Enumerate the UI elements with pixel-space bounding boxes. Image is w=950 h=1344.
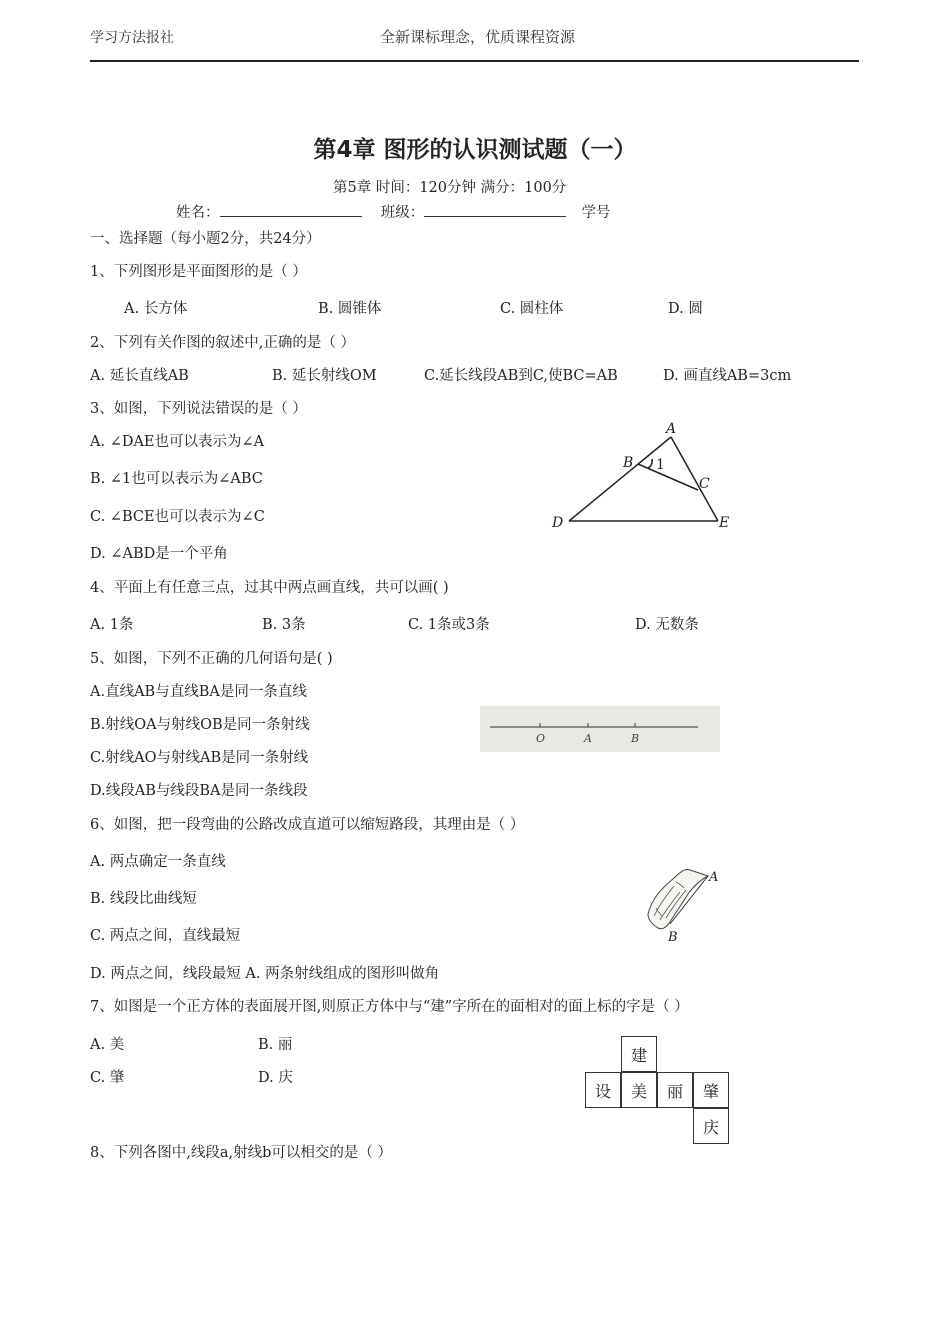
label-c: C (699, 476, 710, 492)
q6-stem: 6、如图，把一段弯曲的公路改成直道可以缩短路段，其理由是（ ） (90, 817, 525, 833)
q1-option-c[interactable]: C. 圆柱体 (500, 301, 564, 317)
q2-option-d[interactable]: D. 画直线AB=3cm (663, 368, 792, 384)
q1-option-a[interactable]: A. 长方体 (124, 301, 188, 317)
q5-option-a[interactable]: A.直线AB与直线BA是同一条直线 (90, 684, 307, 700)
class-label: 班级： (380, 205, 425, 221)
label-angle-1: 1 (656, 457, 665, 473)
name-label: 姓名： (176, 205, 220, 221)
header-slogan: 全新课标理念，优质课程资源 (380, 28, 576, 46)
q5-option-d[interactable]: D.线段AB与线段BA是同一条线段 (90, 783, 308, 799)
q7-option-c[interactable]: C. 肇 (90, 1070, 125, 1086)
q4-stem: 4、平面上有任意三点，过其中两点画直线，共可以画( ) (90, 580, 449, 596)
q3-stem: 3、如图，下列说法错误的是（ ） (90, 401, 307, 417)
q6-option-d[interactable]: D. 两点之间，线段最短 A. 两条射线组成的图形叫做角 (90, 966, 440, 982)
line-da (569, 437, 671, 521)
q7-option-d[interactable]: D. 庆 (258, 1070, 293, 1086)
label-e: E (719, 515, 730, 531)
exam-subtitle: 第5章 时间：120分钟 满分：100分 (333, 180, 567, 196)
label-a: A (666, 421, 677, 437)
q6-road-figure (640, 862, 728, 946)
q6-option-b[interactable]: B. 线段比曲线短 (90, 891, 197, 907)
name-field[interactable] (220, 202, 362, 217)
label-o: O (536, 732, 546, 745)
net-cell-3: 丽 (657, 1072, 693, 1108)
header-divider (90, 60, 859, 62)
q5-option-c[interactable]: C.射线AO与射线AB是同一条射线 (90, 750, 309, 766)
section-heading: 一、选择题（每小题2分，共24分） (90, 231, 321, 247)
q4-option-b[interactable]: B. 3条 (262, 617, 306, 633)
q6-option-a[interactable]: A. 两点确定一条直线 (90, 854, 226, 870)
number-label: 学号 (581, 205, 611, 221)
class-field[interactable] (424, 202, 566, 217)
q7-option-a[interactable]: A. 美 (90, 1037, 125, 1053)
page-title: 第4章 图形的认识测试题（一） (313, 137, 637, 163)
q4-option-a[interactable]: A. 1条 (90, 617, 134, 633)
net-cell-top: 建 (621, 1036, 657, 1072)
q5-stem: 5、如图，下列不正确的几何语句是( ) (90, 651, 333, 667)
q2-option-c[interactable]: C.延长线段AB到C,使BC=AB (424, 368, 618, 384)
q5-option-b[interactable]: B.射线OA与射线OB是同一条射线 (90, 717, 310, 733)
q3-option-c[interactable]: C. ∠BCE也可以表示为∠C (90, 509, 265, 525)
q2-option-a[interactable]: A. 延长直线AB (90, 368, 189, 384)
q7-cube-net (583, 1036, 731, 1148)
road-shape (648, 869, 708, 928)
label-a: A (709, 870, 719, 885)
q5-ray-figure (480, 706, 720, 752)
label-b: B (631, 732, 640, 745)
q4-option-d[interactable]: D. 无数条 (635, 617, 699, 633)
line-ae (671, 437, 718, 521)
q3-option-a[interactable]: A. ∠DAE也可以表示为∠A (90, 434, 265, 450)
q8-stem: 8、下列各图中,线段a,射线b可以相交的是（ ） (90, 1145, 392, 1161)
header-publisher: 学习方法报社 (90, 30, 174, 46)
net-cell-bottom: 庆 (693, 1108, 729, 1144)
info-line (176, 201, 610, 222)
q3-option-b[interactable]: B. ∠1也可以表示为∠ABC (90, 471, 263, 487)
net-cell-2: 美 (621, 1072, 657, 1108)
label-a: A (584, 732, 592, 745)
q2-stem: 2、下列有关作图的叙述中,正确的是（ ） (90, 335, 355, 351)
q2-option-b[interactable]: B. 延长射线OM (272, 368, 377, 384)
q3-triangle-figure (545, 415, 740, 540)
label-d: D (552, 515, 564, 531)
q6-option-c[interactable]: C. 两点之间，直线最短 (90, 928, 241, 944)
angle-1-arc (648, 459, 652, 468)
label-b: B (623, 455, 634, 471)
q7-stem: 7、如图是一个正方体的表面展开图,则原正方体中与“建”字所在的面相对的面上标的字是（ ） (90, 999, 689, 1015)
q3-option-d[interactable]: D. ∠ABD是一个平角 (90, 546, 228, 562)
q1-stem: 1、下列图形是平面图形的是（ ） (90, 264, 307, 280)
q1-option-b[interactable]: B. 圆锥体 (318, 301, 382, 317)
q4-option-c[interactable]: C. 1条或3条 (408, 617, 490, 633)
q7-option-b[interactable]: B. 丽 (258, 1037, 293, 1053)
label-b: B (668, 930, 678, 945)
net-cell-1: 设 (585, 1072, 621, 1108)
net-cell-4: 肇 (693, 1072, 729, 1108)
q1-option-d[interactable]: D. 圆 (668, 301, 703, 317)
photo-background (480, 706, 720, 752)
